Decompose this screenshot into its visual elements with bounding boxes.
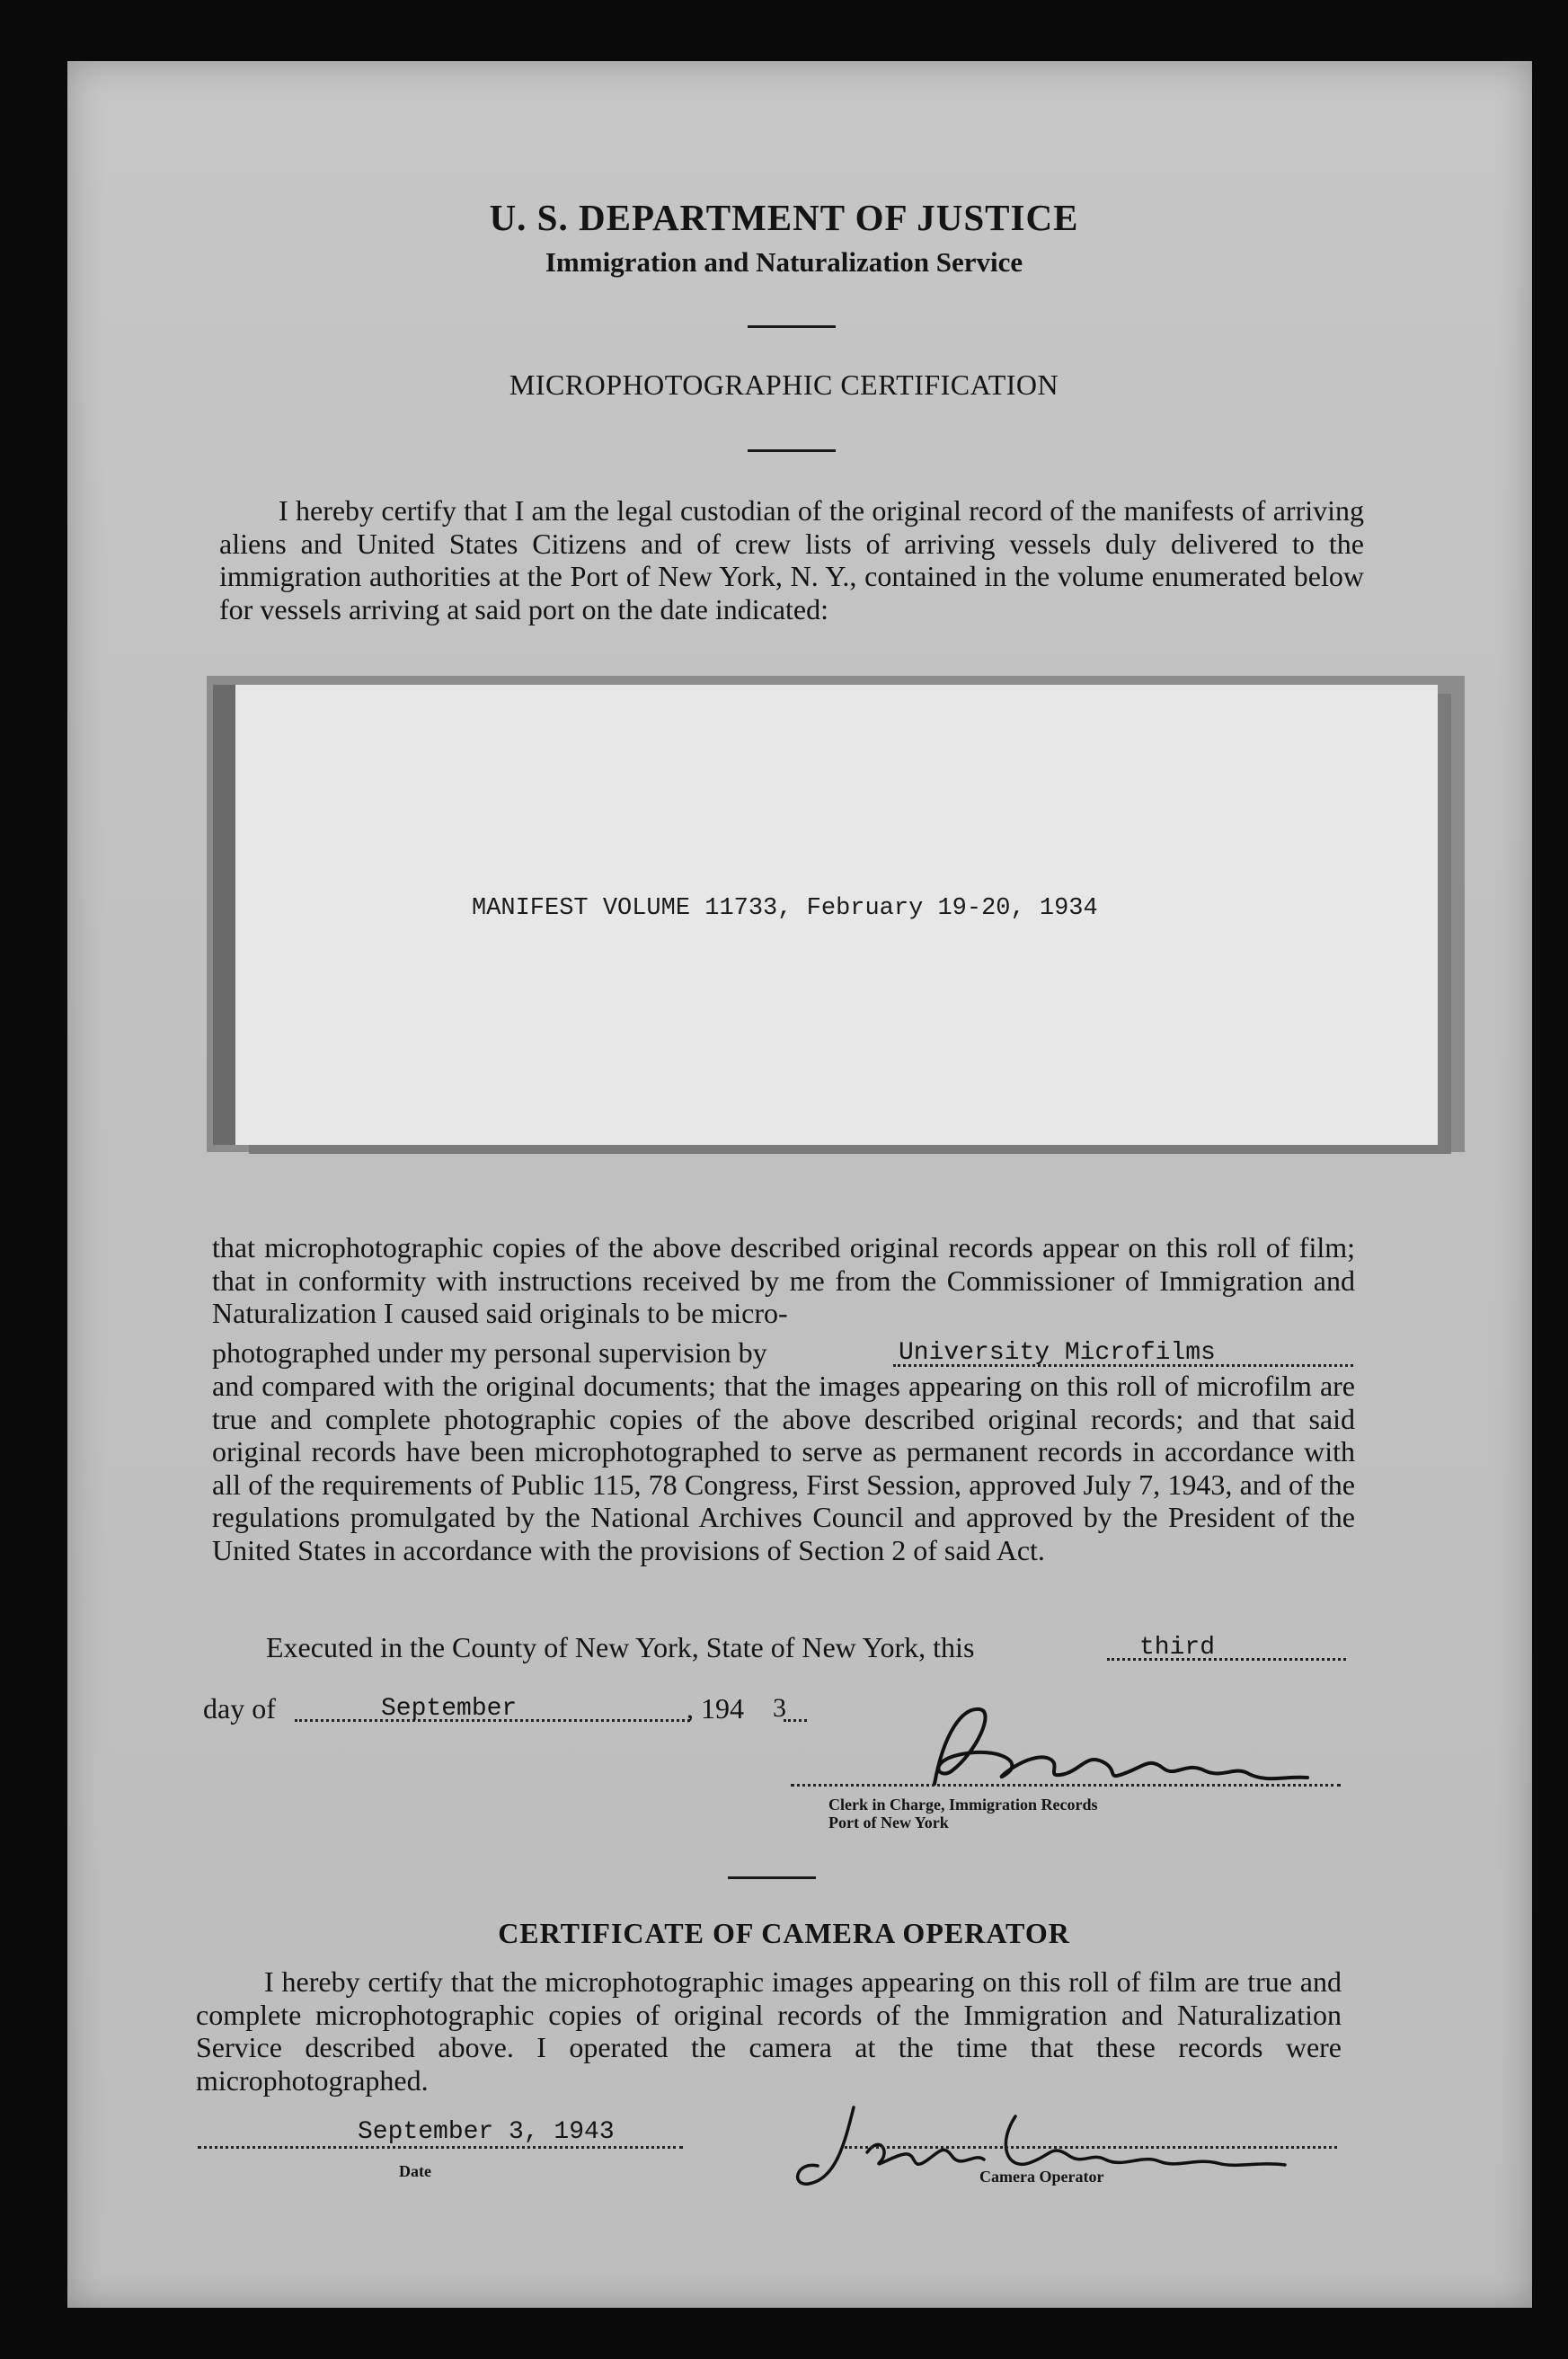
camera-operator-title: CERTIFICATE OF CAMERA OPERATOR xyxy=(498,1917,1070,1949)
divider xyxy=(728,1876,816,1879)
clerk-signature-line xyxy=(791,1784,1341,1787)
operator-signature-line xyxy=(845,2146,1337,2149)
year-prefix: , 194 xyxy=(687,1692,744,1725)
day-of-label: day of xyxy=(203,1692,276,1725)
service-subheading: Immigration and Naturalization Service xyxy=(545,246,1023,278)
intro-paragraph: I hereby certify that I am the legal custodian of the original record of the manifests of arriving aliens and United States Citizens and of crew lists of arriving vessels duly delivered to the immigration authorities at the Port of New York, N. Y., contained in the volume enumerated below for vessels arriving at said port on the date indicated: xyxy=(219,494,1364,625)
divider xyxy=(748,325,836,328)
department-heading: U. S. DEPARTMENT OF JUSTICE xyxy=(489,197,1079,238)
certification-title: MICROPHOTOGRAPHIC CERTIFICATION xyxy=(509,368,1059,401)
photographer-value: University Microfilms xyxy=(899,1339,1216,1367)
clerk-signature xyxy=(890,1698,1339,1797)
body-paragraph-start: that microphotographic copies of the above described original records appear on this roll of film; that in conformity with instructions received by me from the Commissioner of Immigration and Naturalization I caused said originals to be micro- xyxy=(212,1231,1355,1329)
executed-prefix: Executed in the County of New York, State of New York, this xyxy=(266,1631,975,1663)
manifest-volume-text: MANIFEST VOLUME 11733, February 19-20, 1934 xyxy=(472,895,1098,922)
date-dotted-line xyxy=(198,2146,683,2149)
date-label: Date xyxy=(399,2162,431,2180)
body-paragraph-rest: and compared with the original documents; that the images appearing on this roll of microfilm are true and complete photographic copies of the above described original records; and that said original records have been microphotographed to serve as permanent records in accordance with all of the requirements of Public 115, 78 Congress, First Session, approved July 7, 1943, and of the regulations promulgated by the National Archives Council and approved by the President of the United States in accordance with the provisions of Section 2 of said Act. xyxy=(212,1370,1355,1566)
photographed-by-prefix: photographed under my personal supervision by xyxy=(212,1336,767,1369)
clerk-title-line2: Port of New York xyxy=(828,1814,949,1831)
month-value: September xyxy=(381,1695,518,1723)
divider xyxy=(748,449,836,452)
clerk-title-line1: Clerk in Charge, Immigration Records xyxy=(828,1796,1098,1814)
day-value: third xyxy=(1139,1634,1216,1662)
operator-date-value: September 3, 1943 xyxy=(358,2118,615,2146)
year-dotted-line xyxy=(784,1719,807,1722)
camera-operator-paragraph: I hereby certify that the microphotographic images appearing on this roll of film are true and complete microphotographic copies of original records of the Immigration and Naturalization Service described above. I operated the camera at the time that these records were microphotographed. xyxy=(196,1965,1342,2097)
camera-operator-label: Camera Operator xyxy=(979,2168,1104,2186)
year-value: 3 xyxy=(773,1693,786,1723)
